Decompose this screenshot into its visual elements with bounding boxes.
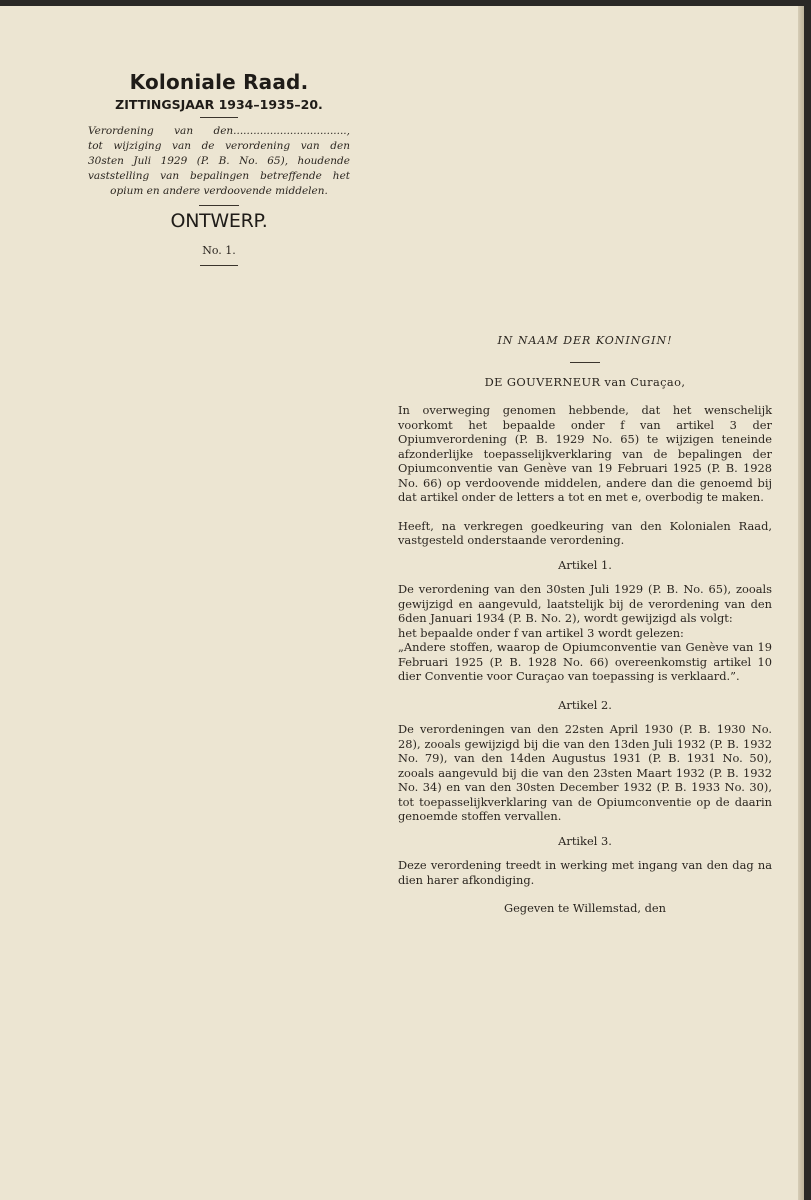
invocation: IN NAAM DER KONINGIN! bbox=[497, 334, 673, 347]
divider bbox=[199, 205, 239, 206]
closing-line: Gegeven te Willemstad, den bbox=[503, 901, 667, 915]
article-heading: Artikel 1. bbox=[558, 557, 612, 572]
divider bbox=[200, 265, 238, 266]
article-heading: Artikel 2. bbox=[558, 697, 612, 712]
subject-line: opium en andere verdoovende middelen. bbox=[110, 185, 328, 197]
main-text bbox=[398, 334, 772, 916]
article-paragraph: De verordening van den 30sten Juli 1929 (P. B. No. 65), zooals gewijzigd en aangevuld, laatstelijk bij de verordening van den 6den Januari 1934 (P. B. No. 2), wordt gewijzigd als volgt: bbox=[398, 582, 772, 625]
document-page bbox=[0, 6, 804, 1200]
enactment-paragraph: Heeft, na verkregen goedkeuring van den Kolonialen Raad, vastgesteld onderstaande verordening. bbox=[398, 518, 772, 547]
subject-line: Verordening van den.................................., bbox=[88, 125, 350, 137]
subject-text bbox=[88, 124, 350, 199]
article-heading: Artikel 3. bbox=[558, 833, 612, 848]
governor-line: DE GOUVERNEUR van Curaçao, bbox=[484, 374, 686, 389]
session-title: ZITTINGSJAAR 1934–1935–20. bbox=[115, 97, 323, 112]
divider bbox=[200, 117, 238, 118]
council-title: Koloniale Raad. bbox=[129, 70, 309, 94]
article-paragraph: „Andere stoffen, waarop de Opiumconventie van Genève van 19 Februari 1925 (P. B. 1928 No. 66) overeenkomstig artikel 10 dier Conventie voor Curaçao van toepassing is verklaard.”. bbox=[398, 640, 772, 683]
header-block bbox=[88, 70, 350, 266]
draft-label: ONTWERP. bbox=[170, 210, 268, 232]
preamble-paragraph: In overweging genomen hebbende, dat het wenschelijk voorkomt het bepaalde onder f van artikel 3 der Opiumverordening (P. B. 1929 No. 65) te wijzigen teneinde afzonderlijke toepasselijkverklaring van de bepalingen der Opiumconventie van Genève van 19 Februari 1925 (P. B. 1928 No. 66) op verdoovende middelen, andere dan die genoemd bij dat artikel onder de letters a tot en met e, overbodig te maken. bbox=[398, 403, 772, 504]
article-paragraph: De verordeningen van den 22sten April 1930 (P. B. 1930 No. 28), zooals gewijzigd bij die van den 13den Juli 1932 (P. B. 1932 No. 79), van den 14den Augustus 1931 (P. B. 1931 No. 50), zooals aangevuld bij die van den 23sten Maart 1932 (P. B. 1932 No. 34) en van den 30sten December 1932 (P. B. 1933 No. 30), tot toepasselijkverklaring van de Opiumconventie op de daarin genoemde stoffen vervallen. bbox=[398, 722, 772, 823]
divider bbox=[570, 362, 600, 363]
article-paragraph: Deze verordening treedt in werking met ingang van den dag na dien harer afkondiging. bbox=[398, 858, 772, 887]
article-paragraph: het bepaalde onder f van artikel 3 wordt gelezen: bbox=[398, 625, 684, 640]
subject-line: vaststelling van bepalingen betreffende het bbox=[88, 170, 350, 182]
page-edge bbox=[798, 6, 804, 1200]
draft-number: No. 1. bbox=[202, 244, 236, 257]
subject-line: tot wijziging van de verordening van den bbox=[88, 140, 350, 152]
subject-line: 30sten Juli 1929 (P. B. No. 65), houdende bbox=[88, 155, 350, 167]
